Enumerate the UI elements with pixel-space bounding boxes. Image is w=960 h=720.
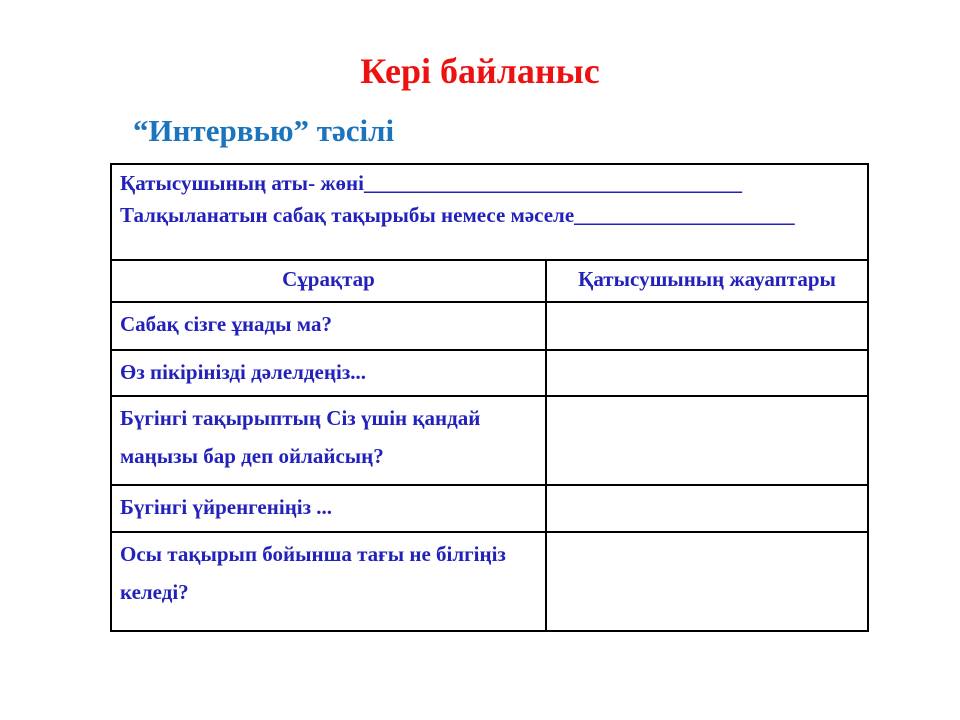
answer-cell: [546, 396, 868, 485]
table-row-participant-info: [111, 164, 868, 260]
lesson-topic-label: Талқыланатын сабақ тақырыбы немесе мәселе: [120, 202, 575, 227]
question-cell: Сабақ сізге ұнады ма?: [111, 302, 546, 350]
table-row: [111, 350, 868, 396]
slide-subtitle: “Интервью” тәсілі: [133, 113, 395, 148]
interview-table: [110, 163, 869, 632]
question-cell: Осы тақырып бойынша тағы не білгіңіз келеді?: [111, 532, 546, 631]
answer-cell: [546, 350, 868, 396]
participant-name-line: [120, 168, 859, 200]
lesson-topic-line: [120, 200, 859, 232]
column-header-questions: Сұрақтар: [111, 260, 546, 302]
table-row: [111, 302, 868, 350]
column-header-answers: Қатысушының жауаптары: [546, 260, 868, 302]
answer-cell: [546, 485, 868, 532]
participant-name-blank: ____________________________________: [363, 171, 742, 195]
question-cell: Бүгінгі тақырыптың Сіз үшін қандай маңызы бар деп ойлайсың?: [111, 396, 546, 485]
answer-cell: [546, 302, 868, 350]
table-row: [111, 485, 868, 532]
participant-info-cell: [111, 164, 868, 260]
answer-cell: [546, 532, 868, 631]
slide-title: Кері байланыс: [360, 51, 600, 91]
question-cell: Өз пікірінізді дәлелдеңіз...: [111, 350, 546, 396]
table-header-row: [111, 260, 868, 302]
table-row: [111, 396, 868, 485]
participant-name-label: Қатысушының аты- жөні: [120, 171, 364, 195]
question-cell: Бүгінгі үйренгеніңіз ...: [111, 485, 546, 532]
table-row: [111, 532, 868, 631]
lesson-topic-blank: _____________________: [574, 202, 795, 227]
